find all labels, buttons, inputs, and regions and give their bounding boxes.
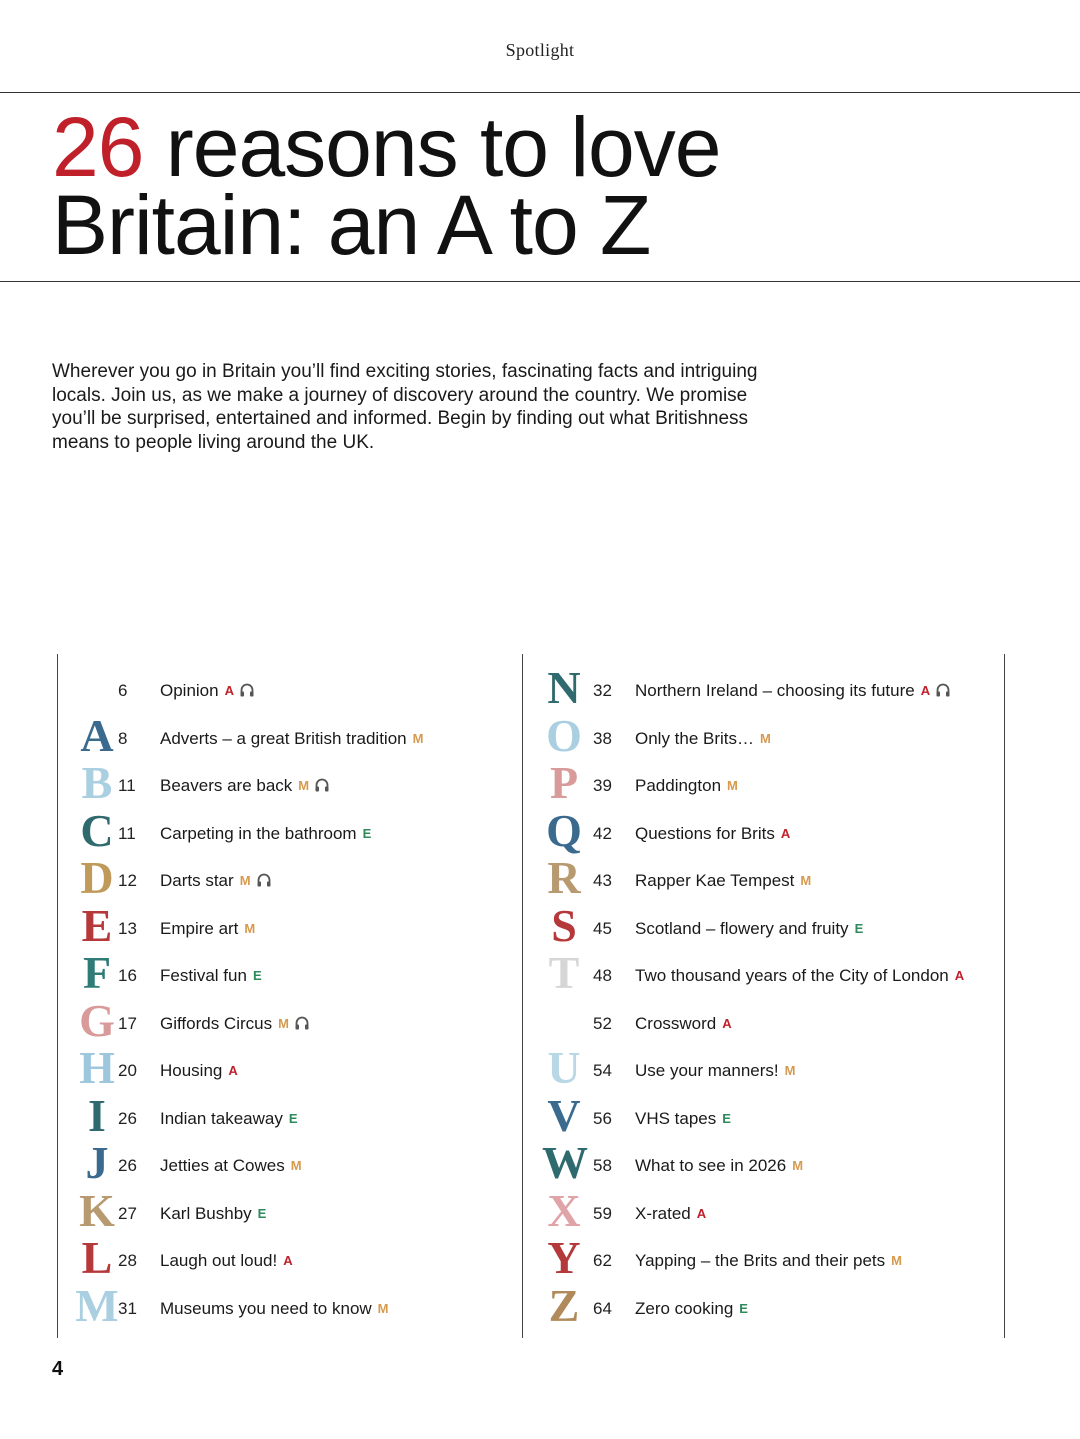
decorative-letter: K	[79, 1184, 115, 1236]
entry-title: Paddington	[635, 776, 722, 795]
entry-title: Opinion	[160, 681, 219, 700]
decorative-letter: Q	[546, 804, 582, 856]
section-label: Spotlight	[505, 40, 575, 60]
level-badge: M	[377, 1300, 389, 1316]
entry-title: Questions for Brits	[635, 823, 775, 843]
decorative-letter: D	[80, 852, 114, 903]
contents-entry[interactable]	[58, 757, 538, 808]
entry-title: Yapping – the Brits and their pets	[635, 1251, 886, 1270]
level-badge: E	[854, 920, 864, 936]
entry-title-group	[160, 776, 330, 798]
contents-entry[interactable]	[58, 666, 538, 713]
entry-title: Use your manners!	[635, 1061, 779, 1080]
entry-title-group	[635, 1061, 795, 1081]
entry-title-group	[160, 1156, 302, 1176]
decorative-letter: L	[81, 1232, 113, 1283]
entry-title-group	[635, 1014, 732, 1034]
contents-entry[interactable]	[523, 1089, 1004, 1141]
entry-title: Only the Brits…	[635, 728, 755, 748]
level-badge: E	[739, 1300, 748, 1316]
contents-entry[interactable]	[523, 1137, 1004, 1188]
level-badge: A	[954, 968, 965, 983]
entry-title: Scotland – flowery and fruity	[635, 918, 849, 938]
contents-entry[interactable]	[523, 757, 1004, 808]
entry-page-number: 26	[118, 1108, 137, 1128]
entry-title-group	[160, 729, 423, 749]
entry-title: Beavers are back	[160, 776, 293, 795]
entry-page-number: 43	[593, 871, 612, 890]
decorative-letter: X	[547, 1184, 581, 1236]
level-badge: A	[228, 1063, 238, 1078]
entry-title-group	[160, 1251, 293, 1271]
level-badge: M	[244, 920, 256, 936]
entry-page-number: 38	[593, 728, 612, 748]
decorative-letter: E	[81, 899, 113, 951]
contents-entry[interactable]	[58, 1042, 538, 1093]
top-rule	[0, 92, 1080, 93]
decorative-letter: C	[80, 804, 114, 856]
entry-title: Housing	[160, 1061, 223, 1080]
title-line2: Britain: an A to Z	[52, 178, 651, 272]
entry-page-number: 12	[118, 871, 137, 890]
entry-title: Empire art	[160, 918, 239, 938]
decorative-letter: O	[546, 709, 582, 761]
entry-title-group	[635, 776, 738, 796]
contents-entry[interactable]	[523, 999, 1004, 1046]
level-badge: A	[722, 1015, 732, 1031]
intro-paragraph: Wherever you go in Britain you’ll find exciting stories, fascinating facts and intriguing locals. Join us, as we make a journey of discovery around the country. We promise you’ll be surprised, entertained and informed. Begin by finding out what Britishness means to people living around the UK.	[52, 361, 758, 453]
contents-column-left	[57, 654, 538, 1338]
level-badge: M	[412, 730, 424, 746]
contents-entry[interactable]	[523, 1042, 1004, 1093]
entry-page-number: 52	[593, 1013, 612, 1033]
entry-title: Carpeting in the bathroom	[160, 823, 357, 843]
contents-entry[interactable]	[523, 709, 1004, 761]
decorative-letter: A	[80, 709, 114, 761]
level-badge: M	[800, 873, 812, 888]
level-badge: M	[792, 1158, 804, 1173]
title-number: 26	[52, 100, 144, 194]
entry-title: Northern Ireland – choosing its future	[635, 681, 915, 700]
decorative-letter: B	[81, 757, 113, 808]
contents-entry[interactable]	[58, 1184, 538, 1236]
contents-entry[interactable]	[523, 1184, 1004, 1236]
decorative-letter: U	[547, 1042, 581, 1093]
decorative-letter: I	[88, 1089, 106, 1141]
level-badge: M	[278, 1015, 289, 1031]
entry-title-group	[635, 966, 964, 986]
entry-page-number: 31	[118, 1298, 137, 1318]
entry-title: X-rated	[635, 1203, 691, 1223]
title-bottom-rule	[0, 281, 1080, 282]
entry-page-number: 27	[118, 1203, 137, 1223]
entry-title-group	[635, 1251, 902, 1271]
contents-entry[interactable]	[523, 852, 1004, 903]
entry-title-group	[635, 1204, 706, 1224]
entry-page-number: 28	[118, 1251, 137, 1270]
entry-title: Adverts – a great British tradition	[160, 728, 407, 748]
title-line1: reasons to love	[143, 100, 721, 194]
level-badge: E	[362, 825, 372, 841]
level-badge: M	[298, 778, 310, 793]
headphones-icon	[935, 682, 951, 703]
entry-title: Laugh out loud!	[160, 1251, 278, 1270]
level-badge: M	[784, 1063, 796, 1078]
page-number: 4	[52, 1358, 64, 1380]
entry-page-number: 11	[118, 776, 136, 795]
entry-page-number: 13	[118, 918, 137, 938]
entry-title: Jetties at Cowes	[160, 1156, 285, 1175]
entry-title-group	[160, 1061, 238, 1081]
entry-page-number: 45	[593, 918, 612, 938]
decorative-letter: G	[79, 994, 115, 1046]
contents-entry[interactable]	[523, 1232, 1004, 1283]
decorative-letter: R	[547, 852, 581, 903]
level-badge: E	[257, 1205, 267, 1221]
level-badge: M	[290, 1158, 302, 1173]
entry-page-number: 11	[118, 823, 136, 843]
decorative-letter: J	[85, 1137, 109, 1188]
contents-entry[interactable]	[58, 994, 538, 1046]
level-badge: E	[722, 1110, 731, 1126]
level-badge: A	[224, 683, 234, 698]
decorative-letter: W	[542, 1137, 588, 1188]
level-badge: M	[891, 1253, 902, 1268]
level-badge: A	[780, 825, 791, 841]
entry-title-group	[160, 1109, 298, 1129]
entry-page-number: 17	[118, 1013, 137, 1033]
entry-page-number: 54	[593, 1061, 612, 1080]
level-badge: E	[288, 1110, 298, 1126]
contents-entry[interactable]	[58, 804, 538, 856]
entry-page-number: 16	[118, 966, 137, 985]
contents-entry[interactable]	[523, 662, 1004, 713]
headphones-icon	[239, 682, 255, 703]
entry-page-number: 59	[593, 1203, 612, 1223]
entry-page-number: 64	[593, 1298, 612, 1318]
decorative-letter: N	[547, 662, 581, 713]
entry-title: Crossword	[635, 1013, 717, 1033]
entry-title: Darts star	[160, 871, 234, 890]
page-title	[52, 100, 1052, 272]
decorative-letter: S	[551, 899, 577, 951]
contents-entry[interactable]	[523, 899, 1004, 951]
contents-entry[interactable]	[58, 1232, 538, 1283]
level-badge: E	[252, 968, 262, 983]
entry-page-number: 32	[593, 681, 612, 700]
entry-title-group	[160, 1204, 266, 1224]
level-badge: M	[239, 873, 251, 888]
entry-title-group	[635, 824, 790, 844]
entry-page-number: 8	[118, 728, 128, 748]
entry-title-group	[635, 1109, 731, 1129]
entry-title: Two thousand years of the City of London	[635, 966, 949, 985]
level-badge: M	[760, 730, 771, 746]
contents-entry[interactable]	[58, 709, 538, 761]
entry-title: Karl Bushby	[160, 1203, 252, 1223]
headphones-icon	[314, 777, 330, 798]
entry-title-group	[160, 681, 255, 703]
entry-page-number: 39	[593, 776, 612, 795]
level-badge: A	[696, 1205, 707, 1221]
entry-title-group	[160, 919, 255, 939]
level-badge: A	[283, 1253, 293, 1268]
entry-title-group	[160, 1299, 389, 1319]
entry-title-group	[635, 919, 863, 939]
entry-title-group	[160, 966, 262, 986]
decorative-letter: Z	[548, 1279, 580, 1331]
entry-title: Indian takeaway	[160, 1108, 283, 1128]
headphones-icon	[256, 872, 272, 893]
contents-entry[interactable]	[523, 1279, 1004, 1331]
entry-title: Rapper Kae Tempest	[635, 871, 795, 890]
entry-title-group	[635, 681, 951, 703]
decorative-letter: V	[547, 1089, 581, 1141]
contents-entry[interactable]	[58, 852, 538, 903]
entry-title: Zero cooking	[635, 1298, 734, 1318]
contents-entry[interactable]	[58, 899, 538, 951]
contents-entry[interactable]	[523, 804, 1004, 856]
entry-title-group	[160, 871, 272, 893]
entry-page-number: 42	[593, 823, 612, 843]
entry-title: Giffords Circus	[160, 1013, 273, 1033]
contents-entry[interactable]	[58, 1279, 538, 1331]
entry-page-number: 26	[118, 1156, 137, 1175]
entry-page-number: 58	[593, 1156, 612, 1175]
contents-entry[interactable]	[58, 1137, 538, 1188]
decorative-letter: P	[549, 757, 579, 808]
entry-title-group	[160, 1014, 310, 1036]
entry-title: What to see in 2026	[635, 1156, 787, 1175]
entry-title-group	[635, 1299, 748, 1319]
entry-title-group	[635, 729, 771, 749]
decorative-letter: T	[548, 947, 580, 998]
entry-title-group	[160, 824, 371, 844]
contents-entry[interactable]	[523, 947, 1004, 998]
decorative-letter: Y	[547, 1232, 581, 1283]
entry-page-number: 6	[118, 681, 128, 700]
entry-page-number: 48	[593, 966, 612, 985]
decorative-letter: F	[82, 947, 112, 998]
entry-title-group	[635, 1156, 803, 1176]
level-badge: M	[727, 778, 738, 793]
entry-title: Museums you need to know	[160, 1298, 372, 1318]
entry-page-number: 20	[118, 1061, 137, 1080]
level-badge: A	[920, 683, 931, 698]
headphones-icon	[294, 1015, 310, 1036]
entry-page-number: 56	[593, 1108, 612, 1128]
entry-page-number: 62	[593, 1251, 612, 1270]
decorative-letter: H	[79, 1042, 115, 1093]
decorative-letter: M	[75, 1279, 119, 1331]
contents-entry[interactable]	[58, 1089, 538, 1141]
entry-title: VHS tapes	[635, 1108, 717, 1128]
entry-title: Festival fun	[160, 966, 247, 985]
contents-column-right	[522, 654, 1005, 1338]
entry-title-group	[635, 871, 811, 891]
contents-entry[interactable]	[58, 947, 538, 998]
